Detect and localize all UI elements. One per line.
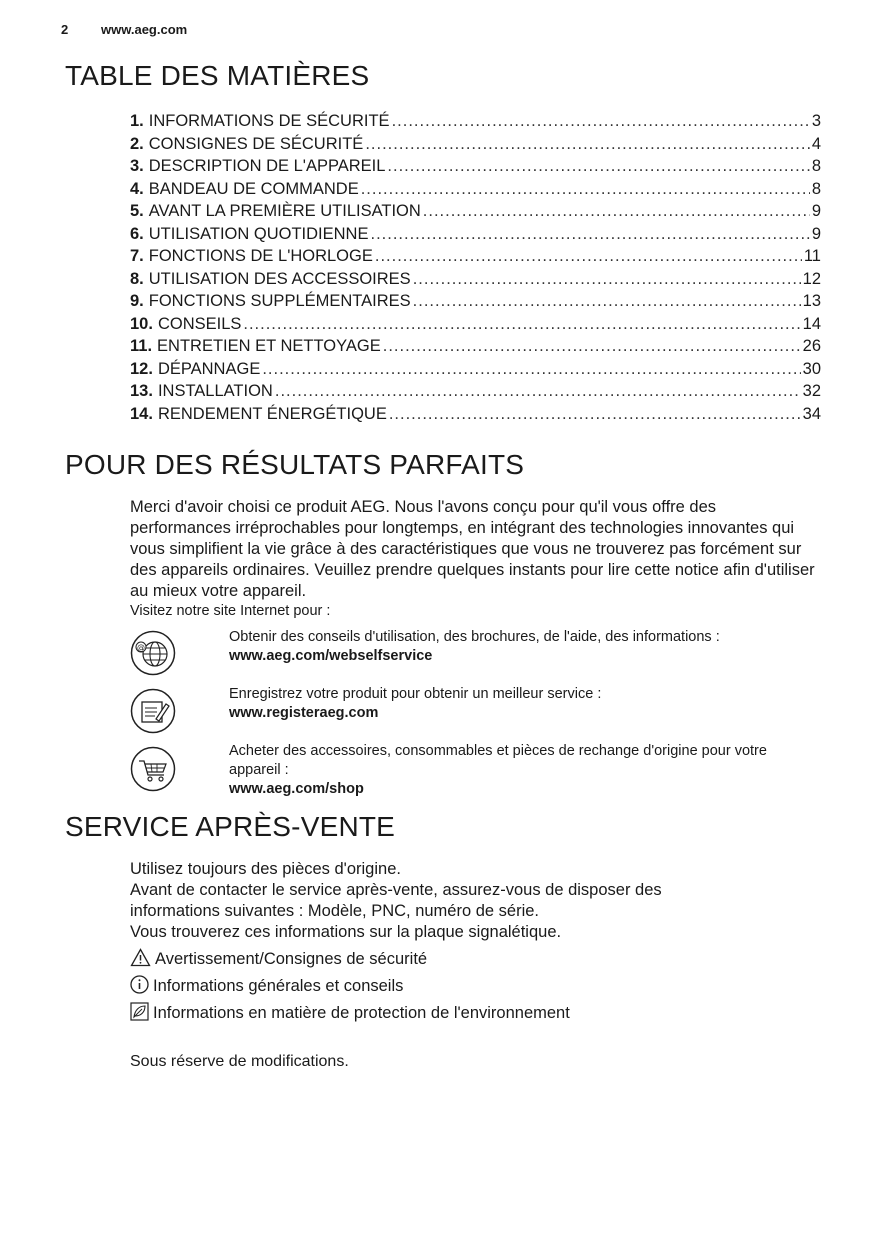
toc-item-number: 12.: [130, 359, 153, 378]
toc-item-label: FONCTIONS SUPPLÉMENTAIRES: [148, 292, 411, 310]
toc-item-page: 9: [811, 224, 821, 243]
toc-item-page: 26: [802, 337, 821, 355]
toc-item-page: 14: [802, 314, 821, 333]
legend-warning: [130, 948, 427, 970]
legend-info-text: Informations générales et conseils: [153, 977, 404, 995]
svg-text:@: @: [137, 643, 145, 652]
toc-item-number: 10.: [130, 314, 153, 333]
toc-leader-dots: [413, 268, 801, 291]
toc-item[interactable]: [130, 245, 821, 268]
toc-leader-dots: [389, 403, 801, 426]
toc-item[interactable]: [130, 110, 821, 133]
webselfservice-link[interactable]: www.aeg.com/webselfservice: [229, 648, 433, 664]
toc-item-page: 34: [802, 404, 821, 423]
toc-leader-dots: [361, 178, 810, 201]
toc-item[interactable]: [130, 178, 821, 201]
service-title: SERVICE APRÈS-VENTE: [65, 811, 396, 842]
toc-item[interactable]: [130, 403, 821, 426]
toc-leader-dots: [383, 335, 801, 358]
toc-item[interactable]: [130, 380, 821, 403]
toc-item-page: 30: [802, 359, 821, 378]
toc-item-label: CONSIGNES DE SÉCURITÉ: [148, 134, 364, 153]
toc-item[interactable]: [130, 290, 821, 313]
service-line-1: Utilisez toujours des pièces d'origine.: [130, 860, 401, 878]
toc-item[interactable]: [130, 223, 821, 246]
link-1-text: Obtenir des conseils d'utilisation, des brochures, de l'aide, des informations :: [229, 629, 720, 645]
link-3-text: Acheter des accessoires, consommables et pièces de rechange d'origine pour votre appareil :: [229, 743, 767, 778]
toc-leader-dots: [375, 245, 802, 268]
toc-item-page: 13: [802, 292, 821, 310]
service-line-3: Vous trouverez ces informations sur la plaque signalétique.: [130, 923, 562, 941]
legend-environment-text: Informations en matière de protection de l'environnement: [153, 1004, 570, 1022]
results-title: POUR DES RÉSULTATS PARFAITS: [65, 449, 525, 480]
toc-leader-dots: [392, 110, 810, 133]
web-globe-icon: [130, 630, 176, 676]
toc-item[interactable]: [130, 200, 821, 223]
toc-leader-dots: [275, 380, 801, 403]
toc-item-number: 3.: [130, 157, 144, 175]
toc-item-page: 12: [802, 269, 821, 288]
header-site-link[interactable]: www.aeg.com: [101, 22, 188, 37]
service-line-2: Avant de contacter le service après-vente, assurez-vous de disposer des informations suivantes : Modèle, PNC, numéro de série.: [130, 881, 662, 920]
toc-item-number: 7.: [130, 247, 144, 265]
toc-item-page: 8: [811, 179, 821, 198]
toc-item-page: 4: [811, 134, 821, 153]
toc-item-page: 11: [803, 247, 821, 265]
register-notepad-icon: [130, 688, 176, 734]
toc-item-number: 1.: [130, 112, 144, 130]
link-2-text: Enregistrez votre produit pour obtenir un meilleur service :: [229, 686, 602, 702]
toc-title: TABLE DES MATIÈRES: [65, 60, 370, 91]
toc-item-number: 11.: [130, 337, 153, 355]
table-of-contents: [130, 110, 821, 425]
environment-leaf-icon: [130, 1002, 149, 1021]
toc-item-label: INSTALLATION: [157, 382, 273, 400]
toc-item[interactable]: [130, 268, 821, 291]
visit-text: Visitez notre site Internet pour :: [130, 603, 331, 619]
legend-info: [130, 975, 403, 997]
toc-leader-dots: [243, 313, 800, 336]
footer-note: Sous réserve de modifications.: [130, 1053, 349, 1070]
toc-item-number: 8.: [130, 269, 144, 288]
toc-item-label: RENDEMENT ÉNERGÉTIQUE: [157, 404, 387, 423]
legend-warning-text: Avertissement/Consignes de sécurité: [155, 950, 428, 968]
toc-item-number: 13.: [130, 382, 153, 400]
info-circle-icon: [130, 975, 149, 994]
toc-item-number: 2.: [130, 134, 144, 153]
toc-leader-dots: [262, 358, 800, 381]
toc-item-label: FONCTIONS DE L'HORLOGE: [148, 247, 373, 265]
toc-item-label: UTILISATION DES ACCESSOIRES: [148, 269, 411, 288]
results-intro: Merci d'avoir choisi ce produit AEG. Nous l'avons conçu pour qu'il vous offre des performances irréprochables pour longtemps, en intégrant des technologies innovantes qui vous simplifient la vie grâce à des caractéristiques que vous ne trouverez pas forcément sur des appareils ordinaires. Veuillez prendre quelques instants pour lire cette notice afin d'utiliser au mieux votre appareil.: [130, 498, 815, 600]
toc-item-page: 3: [811, 112, 821, 130]
toc-leader-dots: [423, 200, 810, 223]
toc-item-page: 9: [811, 202, 821, 220]
toc-item-label: BANDEAU DE COMMANDE: [148, 179, 359, 198]
toc-leader-dots: [370, 223, 809, 246]
toc-leader-dots: [387, 155, 809, 178]
toc-item-label: AVANT LA PREMIÈRE UTILISATION: [148, 202, 421, 220]
toc-item-label: CONSEILS: [157, 314, 242, 333]
page-number: 2: [61, 22, 69, 37]
toc-item-number: 4.: [130, 179, 144, 198]
toc-item-number: 5.: [130, 202, 144, 220]
legend-environment: [130, 1002, 570, 1024]
toc-item[interactable]: [130, 313, 821, 336]
toc-item-label: INFORMATIONS DE SÉCURITÉ: [148, 112, 390, 130]
toc-item-number: 9.: [130, 292, 144, 310]
toc-item-label: DESCRIPTION DE L'APPAREIL: [148, 157, 386, 175]
registeraeg-link[interactable]: www.registeraeg.com: [229, 705, 379, 721]
toc-item-label: DÉPANNAGE: [157, 359, 261, 378]
shop-link[interactable]: www.aeg.com/shop: [229, 781, 364, 797]
toc-item-number: 14.: [130, 404, 153, 423]
toc-item-page: 8: [811, 157, 821, 175]
toc-item-page: 32: [802, 382, 821, 400]
toc-item-number: 6.: [130, 224, 144, 243]
toc-item-label: UTILISATION QUOTIDIENNE: [148, 224, 369, 243]
toc-item[interactable]: [130, 358, 821, 381]
toc-item[interactable]: [130, 155, 821, 178]
toc-item-label: ENTRETIEN ET NETTOYAGE: [157, 337, 381, 355]
toc-leader-dots: [365, 133, 810, 156]
toc-leader-dots: [413, 290, 801, 313]
toc-item[interactable]: [130, 335, 821, 358]
warning-triangle-icon: [130, 948, 151, 967]
toc-item[interactable]: [130, 133, 821, 156]
shopping-cart-icon: [130, 746, 176, 792]
